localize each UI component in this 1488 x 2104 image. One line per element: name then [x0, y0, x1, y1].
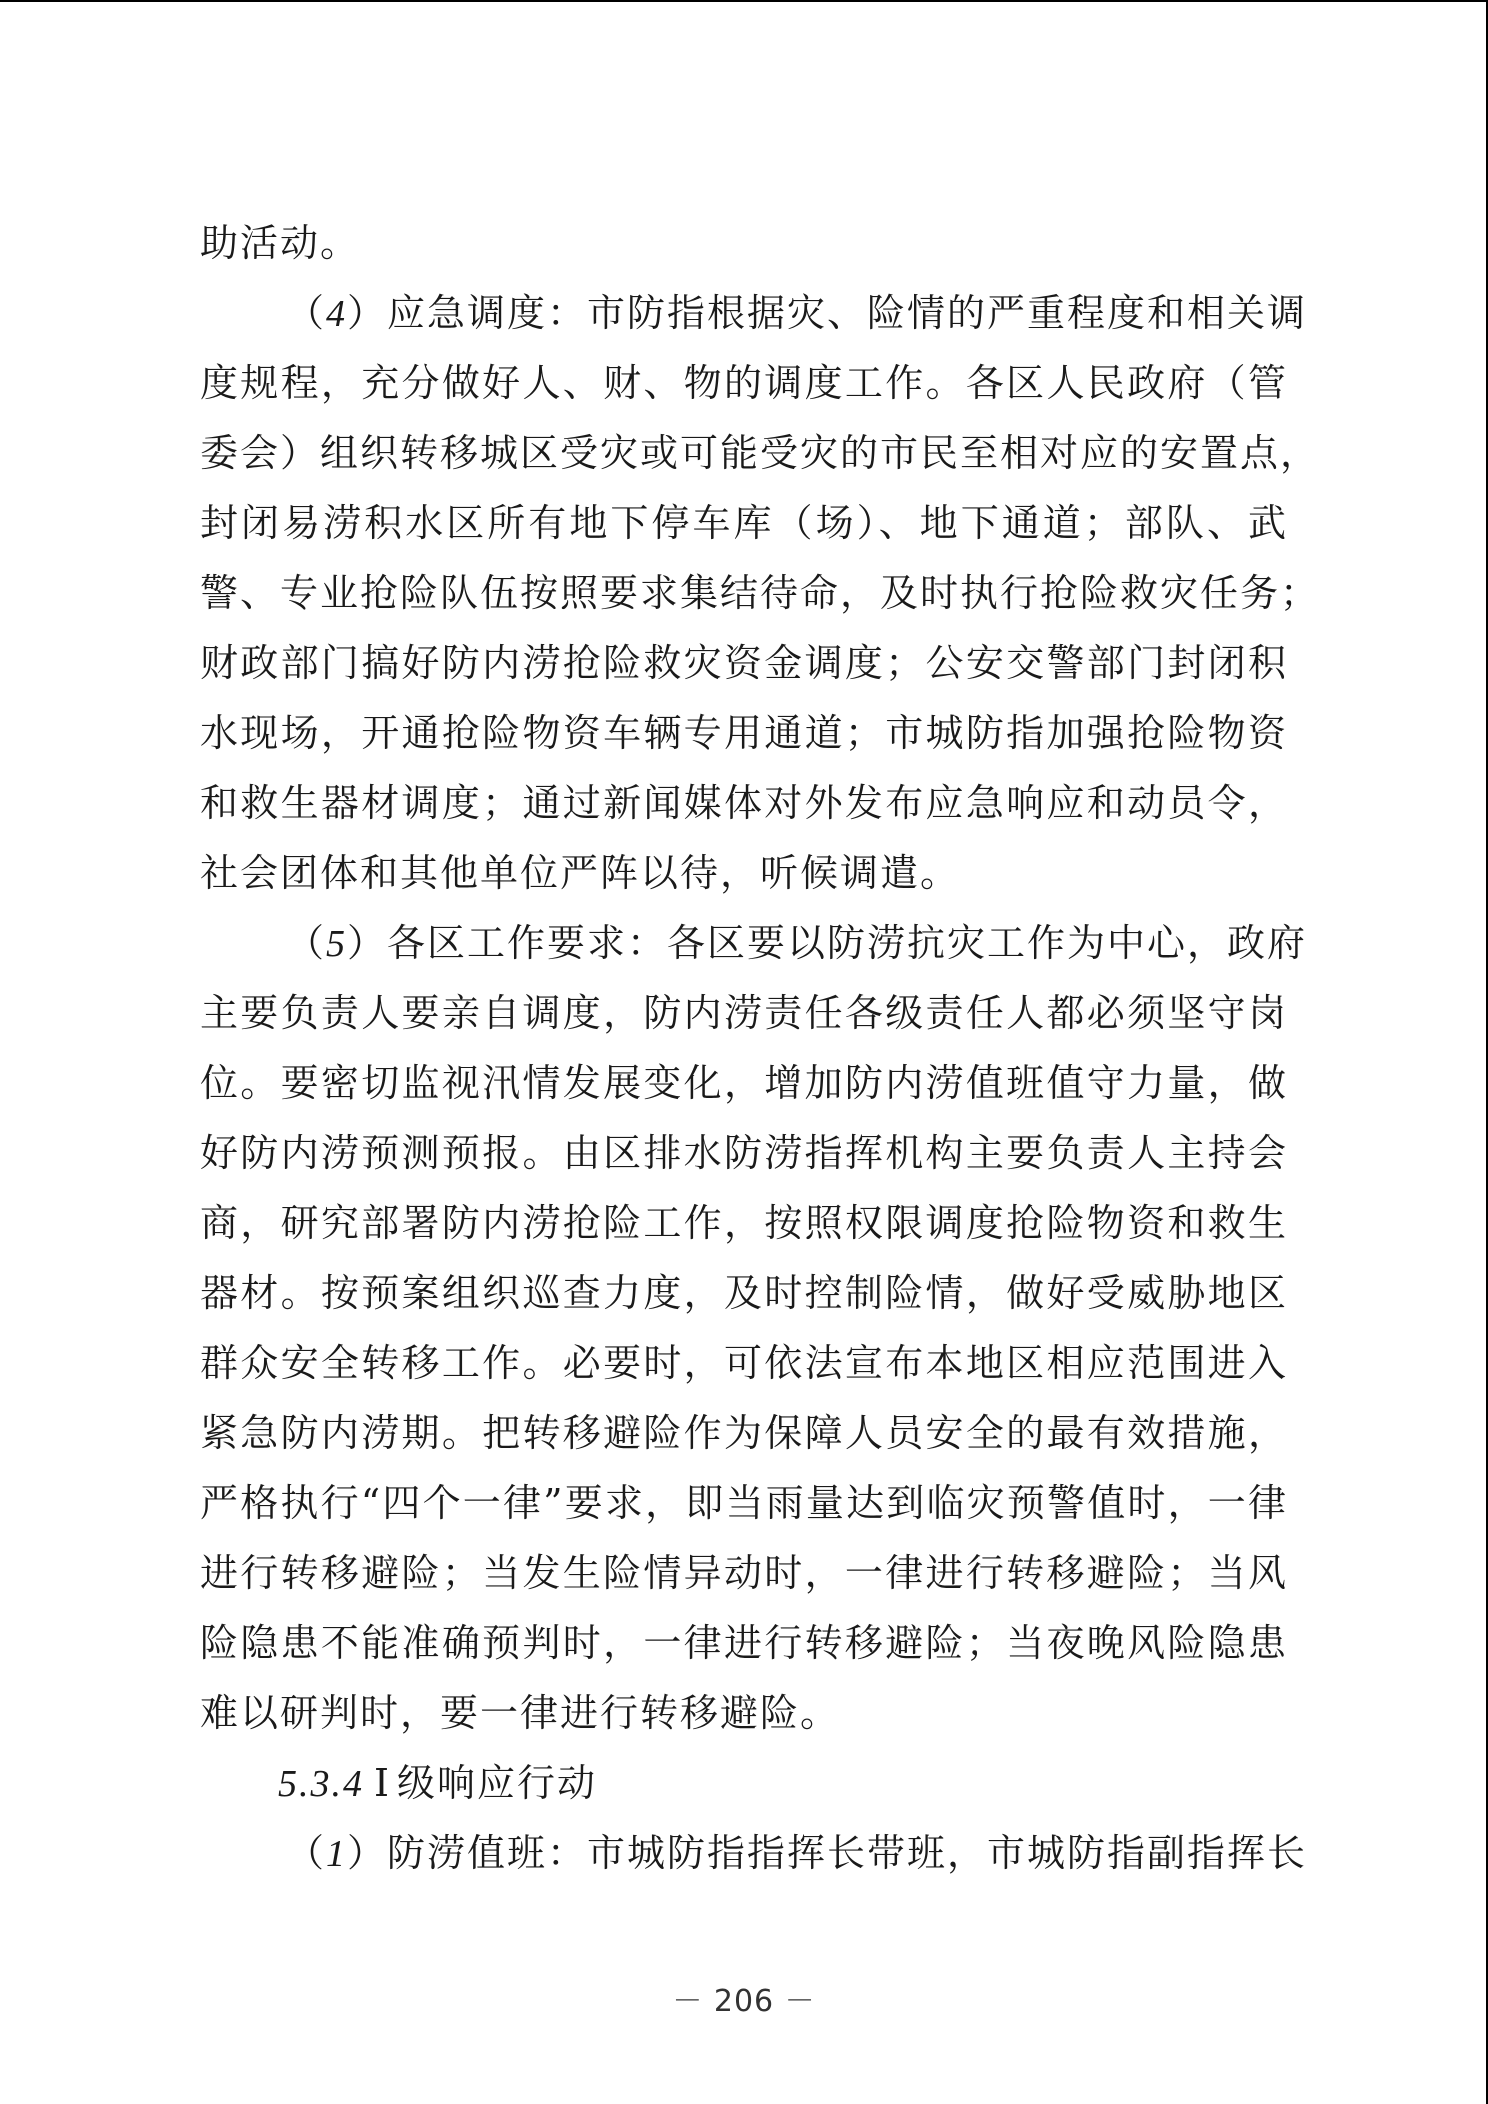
text-line: 位。要密切监视汛情发展变化，增加防内涝值班值守力量，做	[200, 1061, 1288, 1105]
text-line: 警、专业抢险队伍按照要求集结待命，及时执行抢险救灾任务；	[200, 571, 1321, 615]
text-line: 进行转移避险；当发生险情异动时，一律进行转移避险；当风	[200, 1551, 1288, 1595]
text-line: 好防内涝预测预报。由区排水防涝指挥机构主要负责人主持会	[200, 1131, 1288, 1175]
text-line: 严格执行“四个一律”要求，即当雨量达到临灾预警值时，一律	[200, 1481, 1288, 1525]
text-line: 委会）组织转移城区受灾或可能受灾的市民至相对应的安置点，	[200, 431, 1321, 475]
response-level: Ⅰ	[374, 1763, 392, 1805]
text-line: 紧急防内涝期。把转移避险作为保障人员安全的最有效措施，	[200, 1411, 1288, 1455]
section-number: 5.3.4	[278, 1763, 364, 1805]
text-line: 封闭易涝积水区所有地下停车库（场）、地下通道；部队、武	[200, 501, 1288, 545]
item-5-marker: （5）	[286, 921, 388, 965]
text-line: 社会团体和其他单位严阵以待，听候调遣。	[200, 851, 961, 895]
item-4-marker: （4）	[286, 291, 388, 335]
item-5-line: （5）各区工作要求：各区要以防涝抗灾工作为中心，政府	[286, 921, 1308, 965]
text-line: 险隐患不能准确预判时，一律进行转移避险；当夜晚风险隐患	[200, 1621, 1288, 1665]
text-line: 财政部门搞好防内涝抢险救灾资金调度；公安交警部门封闭积	[200, 641, 1288, 685]
page-number: － 206 －	[672, 1984, 816, 2019]
text-line: 难以研判时，要一律进行转移避险。	[200, 1691, 841, 1735]
section-title: 级响应行动	[397, 1761, 598, 1805]
text-line: 度规程，充分做好人、财、物的调度工作。各区人民政府（管	[200, 361, 1288, 405]
item-1-line: （1）防涝值班：市城防指指挥长带班，市城防指副指挥长	[286, 1831, 1308, 1875]
text-line: 助活动。	[200, 221, 361, 265]
text-line: 器材。按预案组织巡查力度，及时控制险情，做好受威胁地区	[200, 1271, 1288, 1315]
section-heading	[200, 1748, 1288, 1818]
text-line: 群众安全转移工作。必要时，可依法宣布本地区相应范围进入	[200, 1341, 1288, 1385]
text-line: 商，研究部署防内涝抢险工作，按照权限调度抢险物资和救生	[200, 1201, 1288, 1245]
text-line: 和救生器材调度；通过新闻媒体对外发布应急响应和动员令，	[200, 781, 1288, 825]
text-line: 水现场，开通抢险物资车辆专用通道；市城防指加强抢险物资	[200, 711, 1288, 755]
page-top-border	[0, 0, 1488, 2]
document-body	[200, 208, 1321, 1888]
text-line: 主要负责人要亲自调度，防内涝责任各级责任人都必须坚守岗	[200, 991, 1288, 1035]
item-1-marker: （1）	[286, 1831, 388, 1875]
item-4-line: （4）应急调度：市防指根据灾、险情的严重程度和相关调	[286, 291, 1308, 335]
